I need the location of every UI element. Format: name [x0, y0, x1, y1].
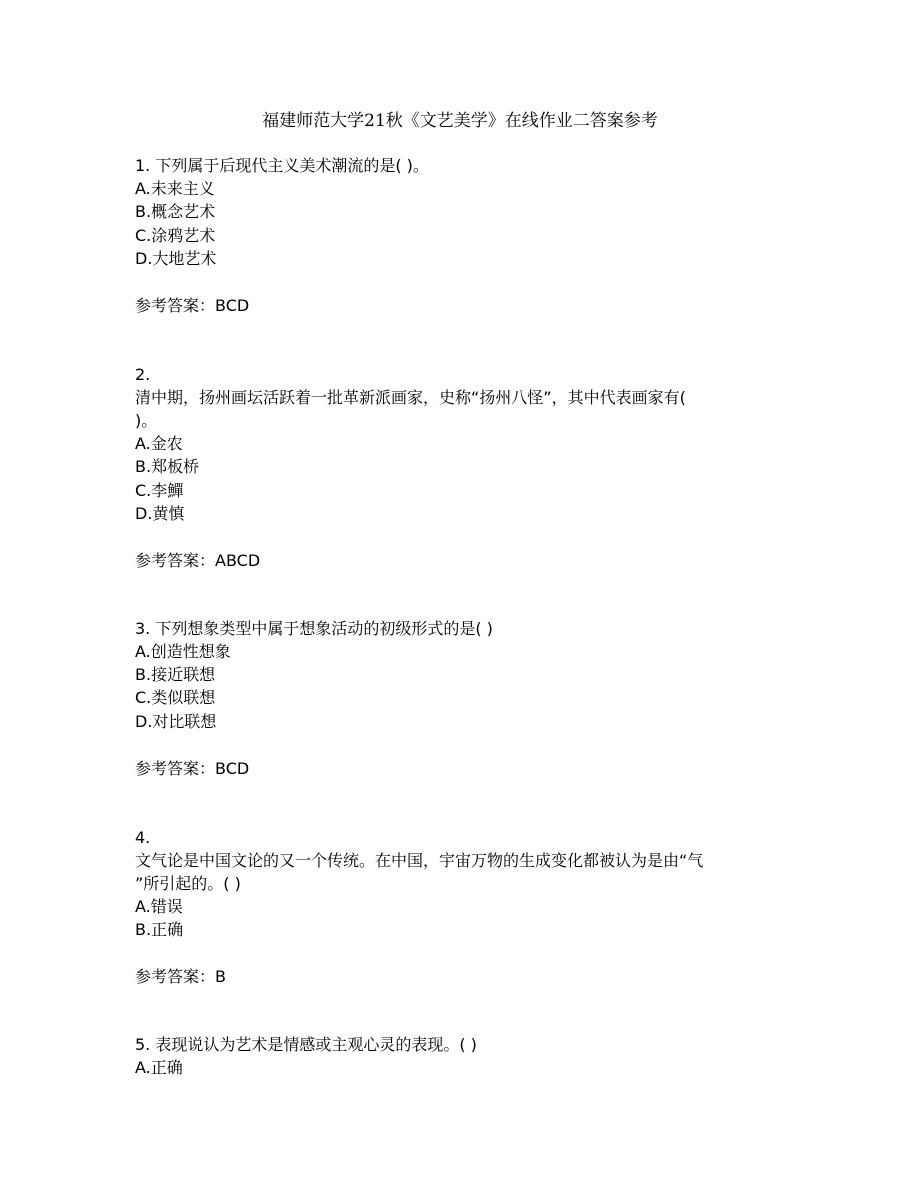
- question-2-option-c: C.李鱓: [135, 481, 184, 500]
- question-1-answer: 参考答案：BCD: [135, 296, 250, 315]
- question-3-answer: 参考答案：BCD: [135, 759, 250, 778]
- question-2-number: 2.: [135, 365, 151, 384]
- question-4-stem: 文气论是中国文论的又一个传统。在中国，宇宙万物的生成变化都被认为是由“气: [135, 851, 704, 870]
- question-3-option-c: C.类似联想: [135, 688, 216, 707]
- question-1-option-c: C.涂鸦艺术: [135, 226, 216, 245]
- question-2-stem: 清中期，扬州画坛活跃着一批革新派画家，史称“扬州八怪”，其中代表画家有(: [135, 388, 686, 407]
- question-2-option-a: A.金农: [135, 434, 183, 453]
- question-5-stem: 5. 表现说认为艺术是情感或主观心灵的表现。( ): [135, 1035, 477, 1054]
- question-3-option-d: D.对比联想: [135, 712, 217, 731]
- question-1-option-b: B.概念艺术: [135, 202, 216, 221]
- question-4-option-b: B.正确: [135, 920, 184, 939]
- question-5-option-a: A.正确: [135, 1058, 183, 1077]
- question-2-stem-continued: )。: [135, 411, 158, 430]
- question-2-answer: 参考答案：ABCD: [135, 551, 261, 570]
- question-1-option-a: A.未来主义: [135, 179, 215, 198]
- question-3-option-b: B.接近联想: [135, 665, 216, 684]
- question-3-option-a: A.创造性想象: [135, 642, 231, 661]
- document-title: 福建师范大学21秋《文艺美学》在线作业二答案参考: [262, 111, 658, 131]
- question-1-option-d: D.大地艺术: [135, 249, 217, 268]
- question-1-stem: 1. 下列属于后现代主义美术潮流的是( )。: [135, 156, 429, 175]
- question-3-stem: 3. 下列想象类型中属于想象活动的初级形式的是( ): [135, 619, 493, 638]
- question-4-option-a: A.错误: [135, 897, 183, 916]
- question-4-stem-continued: ”所引起的。( ): [135, 874, 241, 893]
- question-4-number: 4.: [135, 828, 151, 847]
- question-4-answer: 参考答案：B: [135, 967, 226, 986]
- question-2-option-b: B.郑板桥: [135, 457, 200, 476]
- question-2-option-d: D.黄慎: [135, 504, 185, 523]
